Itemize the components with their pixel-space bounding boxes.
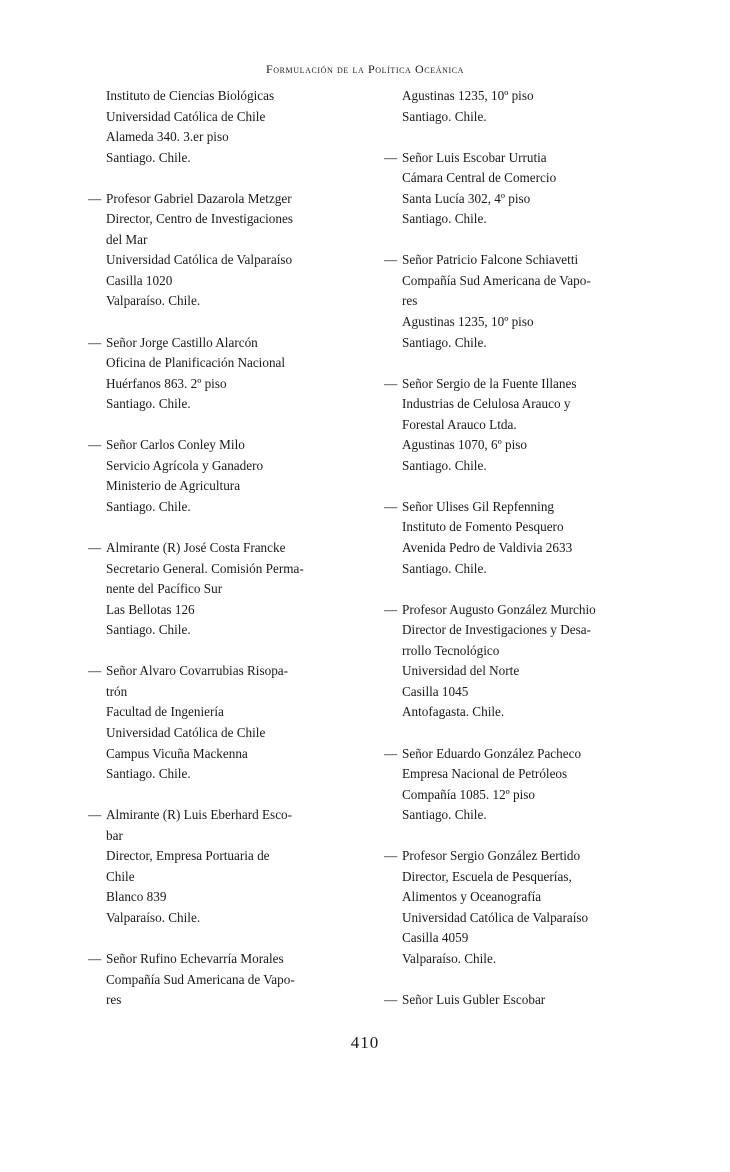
directory-entry <box>88 949 370 1011</box>
entry-dash: — <box>88 950 102 966</box>
entry-address-line: Universidad Católica de Valparaíso <box>402 909 589 925</box>
entry-address-line: Santiago. Chile. <box>106 622 191 638</box>
running-head: Formulación de la Política Oceánica <box>265 62 465 76</box>
entry-dash: — <box>88 437 102 453</box>
entry-address-line: Facultad de Ingeniería <box>106 704 224 720</box>
entry-address-line: trón <box>106 683 128 699</box>
entry-address-line: Oficina de Planificación Nacional <box>106 355 286 371</box>
entry-address-line: nente del Pacífico Sur <box>106 581 223 597</box>
entry-name-line: Profesor Gabriel Dazarola Metzger <box>106 190 292 206</box>
entry-address-line: Agustinas 1070, 6º piso <box>402 437 527 453</box>
directory-entry <box>88 805 370 928</box>
directory-entry <box>88 435 370 517</box>
entry-address-line: Agustinas 1235, 10º piso <box>402 314 534 330</box>
entry-name-line: Señor Luis Gubler Escobar <box>402 992 546 1008</box>
entry-address-line: Compañía 1085. 12º piso <box>402 786 536 802</box>
directory-entry-continuation <box>384 86 666 127</box>
directory-entry <box>384 744 666 826</box>
entry-dash: — <box>88 540 102 556</box>
entry-address-line: Santiago. Chile. <box>106 149 191 165</box>
entry-address-line: Compañía Sud Americana de Vapo- <box>106 971 295 987</box>
entry-dash: — <box>384 992 398 1008</box>
entry-address-line: res <box>402 293 418 309</box>
entry-address-line: Empresa Nacional de Petróleos <box>402 766 568 782</box>
entry-address-line: Cámara Central de Comercio <box>402 170 557 186</box>
entry-address-line: Huérfanos 863. 2º piso <box>106 375 227 391</box>
entry-dash: — <box>384 848 398 864</box>
entry-dash: — <box>384 745 398 761</box>
directory-entry <box>384 148 666 230</box>
entry-address-line: Las Bellotas 126 <box>106 601 195 617</box>
directory-entry <box>384 990 666 1011</box>
entry-name-line: Señor Carlos Conley Milo <box>106 437 245 453</box>
entry-address-line: Santiago. Chile. <box>402 457 487 473</box>
entry-address-line: Instituto de Ciencias Biológicas <box>106 88 275 103</box>
entry-address-line: bar <box>106 827 123 843</box>
entry-address-line: Alameda 340. 3.er piso <box>106 129 229 145</box>
entry-address-line: Industrias de Celulosa Arauco y <box>402 396 571 412</box>
entry-address-line: Agustinas 1235, 10º piso <box>402 88 534 103</box>
entry-address-line: res <box>106 992 122 1008</box>
directory-entry-continuation <box>88 86 370 168</box>
entry-dash: — <box>88 190 102 206</box>
entry-address-line: Universidad del Norte <box>402 663 520 679</box>
entry-address-line: Instituto de Fomento Pesquero <box>402 519 564 535</box>
entry-name-line: Señor Rufino Echevarría Morales <box>106 950 284 966</box>
entry-name-line: Almirante (R) Luis Eberhard Esco- <box>106 807 293 823</box>
entry-address-line: Santiago. Chile. <box>106 396 191 412</box>
entry-name-line: Señor Jorge Castillo Alarcón <box>106 334 258 350</box>
directory-entry <box>88 333 370 415</box>
directory-entry <box>384 846 666 969</box>
right-column <box>384 86 666 1031</box>
entry-name-line: Almirante (R) José Costa Francke <box>106 540 286 556</box>
entry-address-line: Santiago. Chile. <box>402 334 487 350</box>
entry-address-line: Universidad Católica de Chile <box>106 108 266 124</box>
entry-dash: — <box>384 252 398 268</box>
entry-address-line: Chile <box>106 868 135 884</box>
entry-dash: — <box>384 601 398 617</box>
directory-entry <box>88 661 370 784</box>
directory-entry <box>88 538 370 641</box>
entry-address-line: Santiago. Chile. <box>106 766 191 782</box>
entry-address-line: Valparaíso. Chile. <box>106 909 201 925</box>
entry-address-line: Ministerio de Agricultura <box>106 478 241 494</box>
entry-address-line: Casilla 1045 <box>402 683 469 699</box>
entry-address-line: Valparaíso. Chile. <box>402 950 497 966</box>
entry-address-line: Santiago. Chile. <box>106 498 191 514</box>
entry-address-line: Forestal Arauco Ltda. <box>402 416 517 432</box>
entry-address-line: Universidad Católica de Chile <box>106 724 266 740</box>
entry-name-line: Profesor Augusto González Murchio <box>402 601 596 617</box>
entry-address-line: Antofagasta. Chile. <box>402 704 505 720</box>
entry-dash: — <box>384 375 398 391</box>
entry-address-line: Universidad Católica de Valparaíso <box>106 252 293 268</box>
entry-dash: — <box>88 807 102 823</box>
entry-address-line: Valparaíso. Chile. <box>106 293 201 309</box>
directory-entry <box>384 250 666 353</box>
entry-address-line: Santiago. Chile. <box>402 560 487 576</box>
entry-dash: — <box>88 334 102 350</box>
entry-address-line: Secretario General. Comisión Perma- <box>106 560 304 576</box>
entry-name-line: Señor Eduardo González Pacheco <box>402 745 582 761</box>
left-column <box>88 86 370 1031</box>
entry-name-line: Señor Luis Escobar Urrutia <box>402 149 547 165</box>
directory-entry <box>384 497 666 579</box>
entry-name-line: Señor Patricio Falcone Schiavetti <box>402 252 579 268</box>
entry-name-line: Señor Ulises Gil Repfenning <box>402 498 555 514</box>
directory-entry <box>88 189 370 312</box>
entry-address-line: Santiago. Chile. <box>402 108 487 124</box>
entry-name-line: Profesor Sergio González Bertido <box>402 848 581 864</box>
entry-address-line: Compañía Sud Americana de Vapo- <box>402 272 591 288</box>
directory-entry <box>384 374 666 477</box>
entry-address-line: Director, Escuela de Pesquerías, <box>402 868 572 884</box>
entry-dash: — <box>384 149 398 165</box>
entry-name-line: Señor Alvaro Covarrubias Risopa- <box>106 663 289 679</box>
entry-address-line: Alimentos y Oceanografía <box>402 889 542 905</box>
entry-dash: — <box>88 663 102 679</box>
entry-address-line: rrollo Tecnológico <box>402 642 500 658</box>
entry-dash: — <box>384 498 398 514</box>
entry-address-line: Servicio Agrícola y Ganadero <box>106 457 264 473</box>
entry-name-line: Señor Sergio de la Fuente Illanes <box>402 375 577 391</box>
entry-address-line: Director, Empresa Portuaria de <box>106 848 270 864</box>
page-number: 410 <box>350 1033 380 1052</box>
entry-address-line: Director, Centro de Investigaciones <box>106 211 293 227</box>
entry-address-line: Director de Investigaciones y Desa- <box>402 622 591 638</box>
entry-address-line: Santiago. Chile. <box>402 807 487 823</box>
entry-address-line: Blanco 839 <box>106 889 167 905</box>
entry-address-line: Santiago. Chile. <box>402 211 487 227</box>
entry-address-line: Santa Lucía 302, 4º piso <box>402 190 531 206</box>
entry-address-line: Avenida Pedro de Valdivia 2633 <box>402 540 573 556</box>
entry-address-line: Campus Vicuña Mackenna <box>106 745 248 761</box>
entry-address-line: Casilla 4059 <box>402 930 469 946</box>
entry-address-line: Casilla 1020 <box>106 272 173 288</box>
directory-entry <box>384 600 666 723</box>
entry-address-line: del Mar <box>106 231 148 247</box>
